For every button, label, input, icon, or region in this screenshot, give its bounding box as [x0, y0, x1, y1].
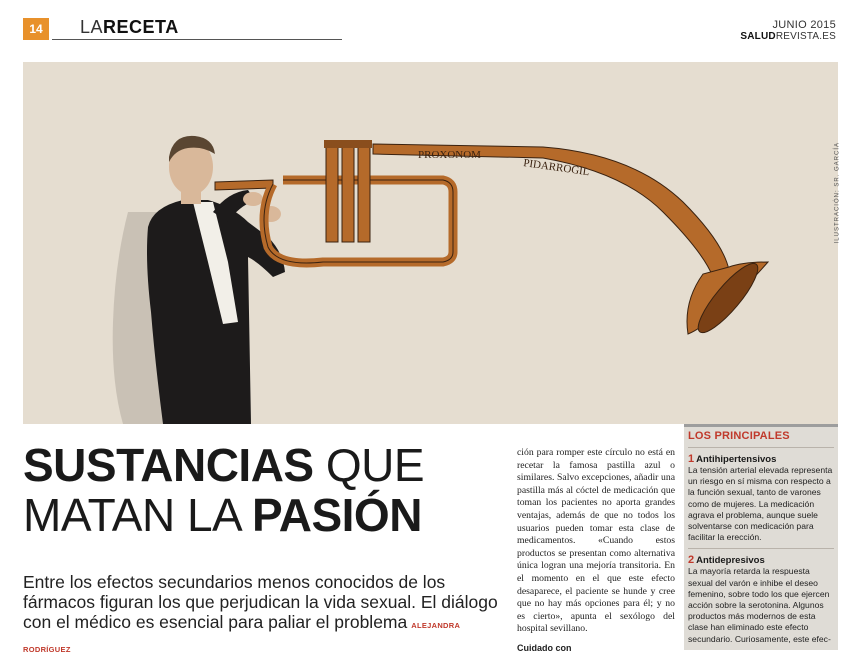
valve-cap-3: [356, 140, 372, 148]
body-column: ción para romper este círculo no está en recetar la famosa pastilla azul o similares. Salvo excepciones, añadir una pastilla más al cóctel de medicación que toman los pacientes no aporta grandes ventajas, además de que no todos los usuarios pueden tomar esta clase de medicamentos. «Cuando estos productos se presentan como alternativa única logran una mejoría transitoria. En el momento en el que este efecto desaparece, el paciente se hunde y cree que no hay más opciones para él; y no es cierto», apunta el sexólogo del hospital sevillano.: [517, 447, 675, 635]
horn-text-2: PIDARROGIL: [522, 157, 591, 179]
left-hand: [243, 192, 263, 206]
sidebar-divider: [688, 548, 834, 549]
sidebar-item-heading: [688, 453, 834, 465]
article-headline: [23, 440, 503, 540]
leadpipe: [215, 180, 273, 190]
valve-2: [342, 147, 354, 242]
valve-1: [326, 147, 338, 242]
author-byline: ALEJANDRA RODRÍGUEZ: [23, 621, 460, 654]
brand-bold: SALUD: [740, 31, 776, 42]
issue-date: JUNIO 2015: [772, 19, 836, 31]
hero-illustration: [23, 62, 838, 424]
headline-strong-1: SUSTANCIAS: [23, 439, 314, 491]
body-subhead-cut: Cuidado con: [517, 643, 572, 653]
illustration-credit: ILUSTRACIÓN: SR. GARCÍA: [834, 142, 840, 244]
sidebar-item-number: 2: [688, 554, 695, 567]
dek-text: Entre los efectos secundarios menos conocidos de los fármacos figuran los que perjudican la vida sexual. El diálogo con el médico es esencial para paliar el problema: [23, 572, 498, 632]
neck: [181, 190, 201, 204]
brand-rest: REVISTA.ES: [775, 31, 836, 42]
magazine-brand: [740, 31, 836, 42]
headline-light-2: MATAN LA: [23, 489, 252, 541]
header-rule: [52, 39, 342, 40]
valve-cap-2: [340, 140, 356, 148]
page-number: 14: [23, 18, 49, 40]
sidebar-item-title: Antidepresivos: [696, 555, 765, 567]
section-title-bold: RECETA: [103, 17, 179, 37]
sidebar-item-number: 1: [688, 453, 695, 465]
headline-strong-2: PASIÓN: [251, 489, 422, 541]
sidebar-item-heading: [688, 554, 834, 566]
sidebar-item-title: Antihipertensivos: [696, 454, 777, 465]
sidebar-item-text: La mayoría retarda la respuesta sexual del varón e inhibe el deseo femenino, sobre todo los que ejercen acción sobre la serotonina. Algunos productos más modernos de esta clase han eliminado este efecto secundario. Curiosamente, este efec-: [688, 566, 831, 644]
article-dek: [23, 572, 509, 660]
sidebar-box: [684, 424, 838, 650]
valve-cap-1: [324, 140, 340, 148]
section-title: [80, 17, 179, 38]
trumpet-man-illustration: [23, 62, 838, 424]
sidebar-item-text: La tensión arterial elevada representa un riesgo en sí misma con respecto a la función sexual, tanto de varones como de mujeres. La medicación agrava el problema, aunque suele solventarse con medicación para facilitar la erección.: [688, 465, 833, 543]
sidebar-title: LOS PRINCIPALES: [688, 430, 834, 448]
section-title-light: LA: [80, 17, 104, 37]
valve-3: [358, 147, 370, 242]
horn-text-1: PROXONOM: [418, 149, 481, 161]
sidebar-item: [688, 554, 834, 644]
headline-light-1: QUE: [313, 439, 425, 491]
sidebar-item: [688, 453, 834, 543]
